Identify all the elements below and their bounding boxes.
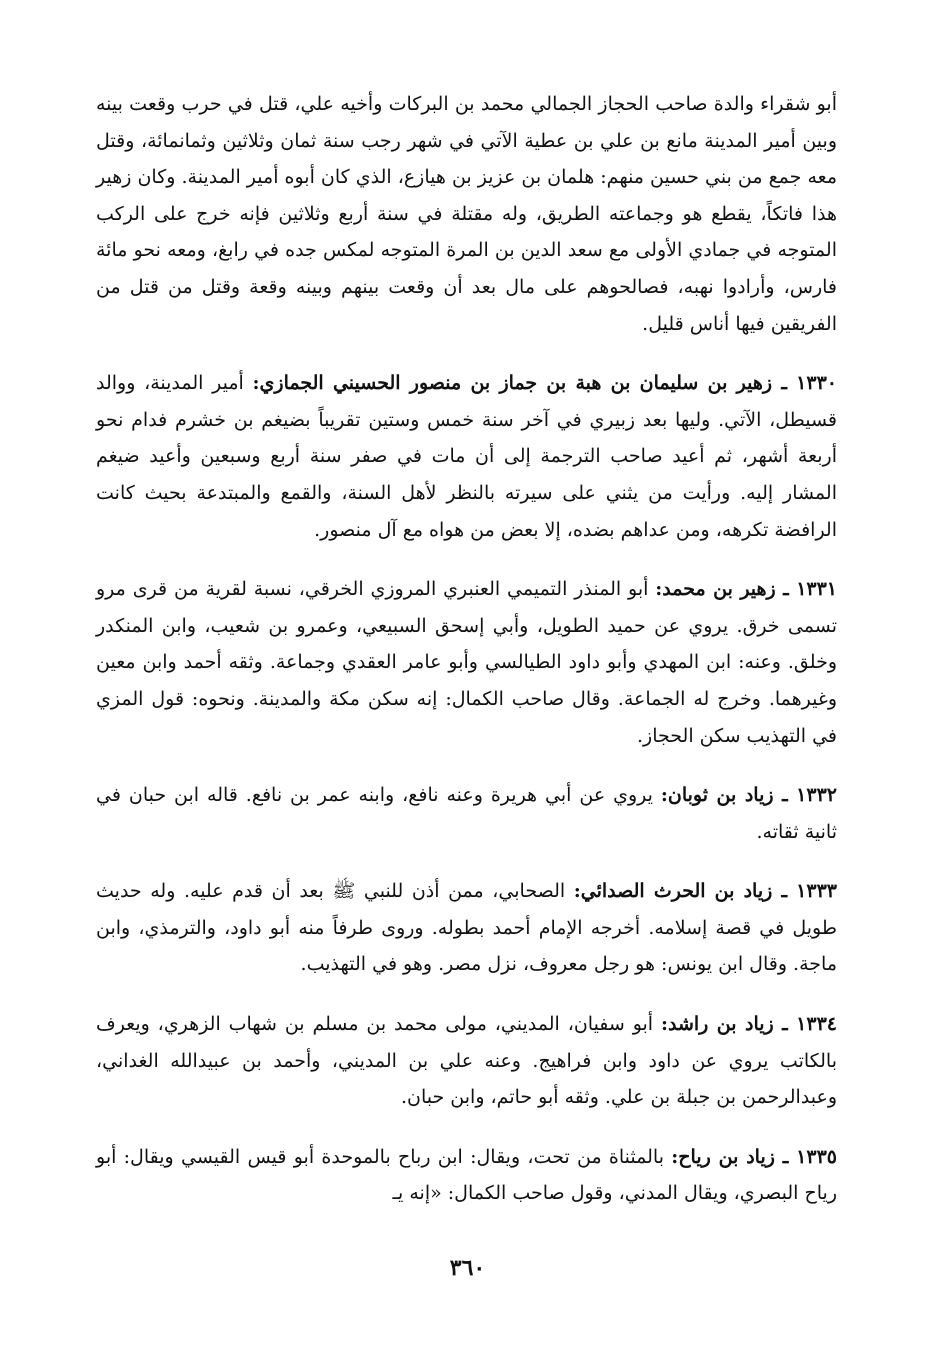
text-block	[96, 86, 837, 1212]
entry-1335	[96, 1139, 837, 1212]
paragraph-intro	[96, 86, 837, 342]
entry-1332	[96, 777, 837, 850]
entry-1331	[96, 571, 837, 754]
entry-1330	[96, 365, 837, 548]
entry-heading: ١٣٣٤ ـ زياد بن راشد:	[660, 1013, 837, 1036]
entry-heading: ١٣٣٠ ـ زهير بن سليمان بن هبة بن جماز بن منصور الحسيني الجمازي:	[252, 372, 837, 395]
entry-body: أبو المنذر التميمي العنبري المروزي الخرقي، نسبة لقرية من قرى مرو تسمى خرق. يروي عن حميد الطويل، وأبي إسحق السبيعي، وعمرو بن شعيب، وابن المنكدر وخلق. وعنه: ابن المهدي وأبو داود الطيالسي وأبو عامر العقدي وجماعة. وثقه أحمد وابن معين وغيرهما. وخرج له الجماعة. وقال صاحب الكمال: إنه سكن مكة والمدينة. ونحوه: قول المزي في التهذيب سكن الحجاز.	[96, 578, 837, 747]
page-number: ٣٦٠	[449, 1255, 486, 1281]
entry-body: الصحابي، ممن أذن للنبي ﷺ بعد أن قدم عليه. وله حديث طويل في قصة إسلامه. أخرجه الإمام أحمد بطوله. وروى طرفاً منه أبو داود، والترمذي، وابن ماجة. وقال ابن يونس: هو رجل معروف، نزل مصر. وهو في التهذيب.	[96, 880, 837, 976]
entry-1333	[96, 873, 837, 983]
entry-heading: ١٣٣٥ ـ زياد بن رياح:	[671, 1145, 837, 1168]
paragraph-body: أبو شقراء والدة صاحب الحجاز الجمالي محمد بن البركات وأخيه علي، قتل في حرب وقعت بينه وبين أمير المدينة مانع بن علي بن عطية الآتي في شهر رجب سنة ثمان وثلاثين وثمانمائة، وقتل معه جمع من بني حسين منهم: هلمان بن عزيز بن هيازع، الذي كان أبوه أمير المدينة. وكان زهير هذا فاتكاً، يقطع هو وجماعته الطريق، وله مقتلة في سنة أربع وثلاثين فإنه خرج على الركب المتوجه في جمادي الأولى مع سعد الدين بن المرة المتوجه لمكس جده في رابغ، ومعه نحو مائة فارس، وأرادوا نهبه، فصالحوهم على مال بعد أن وقعت بينهم وبينه وقعة وقتل من قتل من الفريقين فيها أناس قليل.	[96, 93, 837, 335]
entry-body: أبو سفيان، المديني، مولى محمد بن مسلم بن شهاب الزهري، ويعرف بالكاتب يروي عن داود وابن فراهيج. وعنه علي بن المديني، وأحمد بن عبيدالله الغداني، وعبدالرحمن بن جبلة بن علي. وثقه أبو حاتم، وابن حبان.	[96, 1013, 837, 1109]
entry-body: يروي عن أبي هريرة وعنه نافع، وابنه عمر بن نافع. قاله ابن حبان في ثانية ثقاته.	[96, 784, 837, 843]
entry-body: بالمثناة من تحت، ويقال: ابن رباح بالموحدة أبو قيس القيسي ويقال: أبو رياح البصري، ويقال المدني، وقول صاحب الكمال: «إنه يـ	[96, 1145, 837, 1205]
entry-heading: ١٣٣٣ ـ زياد بن الحرث الصدائي:	[573, 880, 837, 903]
entry-heading: ١٣٣٢ ـ زياد بن ثوبان:	[660, 784, 837, 807]
entry-body: أمير المدينة، ووالد قسيطل، الآتي. وليها بعد زبيري في آخر سنة خمس وستين تقريباً بضيغم بن خشرم فدام نحو أربعة أشهر، ثم أعيد صاحب الترجمة إلى أن مات في صفر سنة أربع وسبعين وأعيد ضيغم المشار إليه. ورأيت من يثني على سيرته بالنظر لأهل السنة، والقمع والمبتدعة بحيث كانت الرافضة تكرهه، ومن عداهم بضده، إلا بعض من هواه مع آل منصور.	[96, 372, 837, 541]
entry-1334	[96, 1006, 837, 1116]
entry-heading: ١٣٣١ ـ زهير بن محمد:	[655, 578, 838, 601]
